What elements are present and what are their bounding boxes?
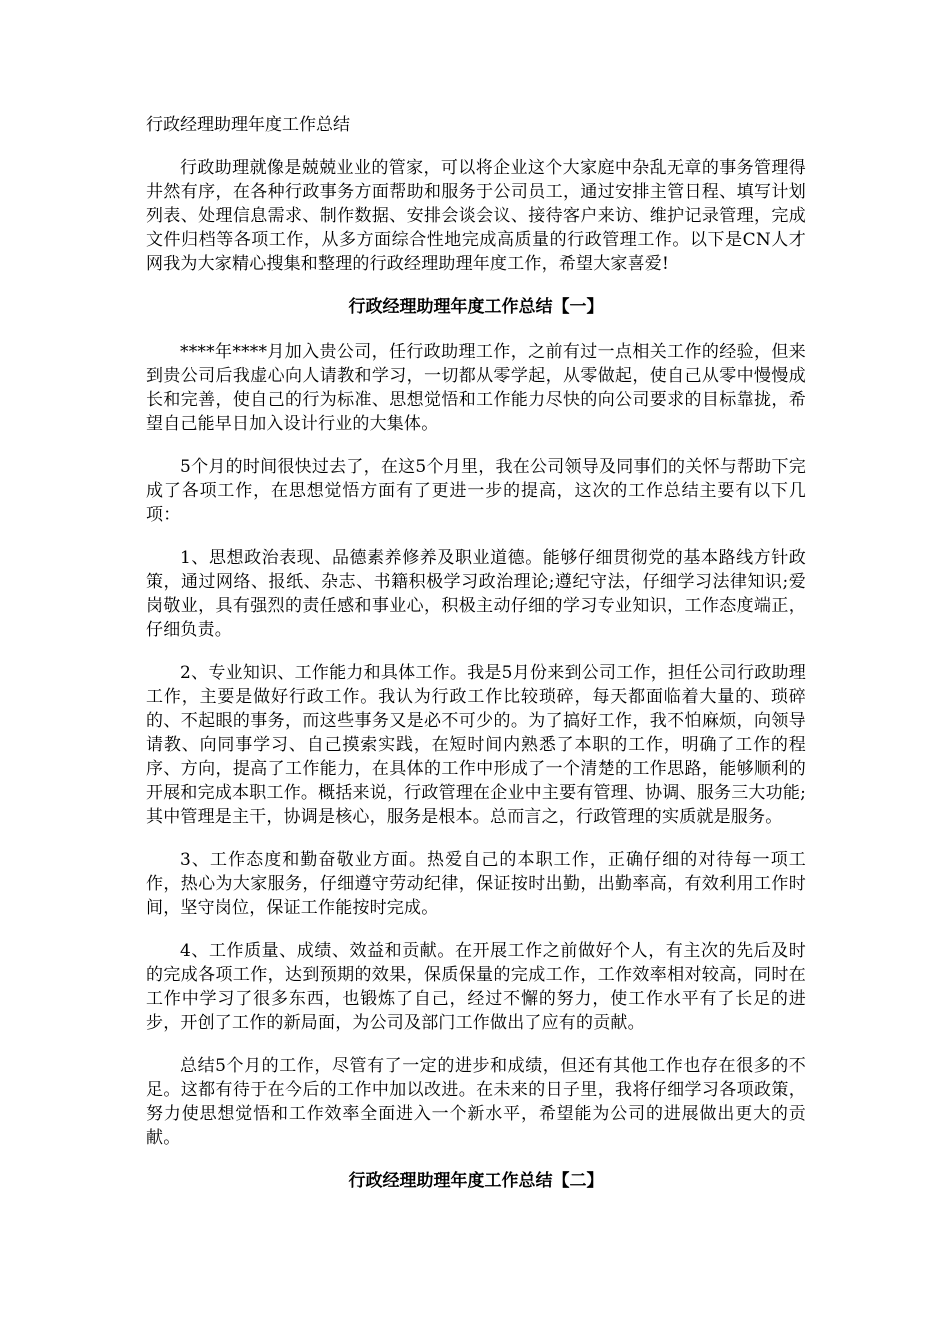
section1-paragraph: 4、工作质量、成绩、效益和贡献。在开展工作之前做好个人，有主次的先后及时的完成各项工作，达到预期的效果，保质保量的完成工作，工作效率相对较高，同时在工作中学习了很多东西，也锻炼了自己，经过不懈的努力，使工作水平有了长足的进步，开创了工作的新局面，为公司及部门工作做出了应有的贡献。	[146, 941, 806, 1033]
intro-paragraph: 行政助理就像是兢兢业业的管家，可以将企业这个大家庭中杂乱无章的事务管理得井然有序，在各种行政事务方面帮助和服务于公司员工，通过安排主管日程、填写计划列表、处理信息需求、制作数据、安排会谈会议、接待客户来访、维护记录管理，完成文件归档等各项工作，从多方面综合性地完成高质量的行政管理工作。以下是CN人才网我为大家精心搜集和整理的行政经理助理年度工作，希望大家喜爱!	[146, 158, 806, 274]
section1-paragraph: 5个月的时间很快过去了，在这5个月里，我在公司领导及同事们的关怀与帮助下完成了各项工作，在思想觉悟方面有了更进一步的提高，这次的工作总结主要有以下几项：	[146, 457, 806, 525]
section1-paragraph: 总结5个月的工作，尽管有了一定的进步和成绩，但还有其他工作也存在很多的不足。这都有待于在今后的工作中加以改进。在未来的日子里，我将仔细学习各项政策，努力使思想觉悟和工作效率全面进入一个新水平，希望能为公司的进展做出更大的贡献。	[146, 1056, 806, 1148]
document-body	[146, 113, 806, 1214]
section1-paragraph: 3、工作态度和勤奋敬业方面。热爱自己的本职工作，正确仔细的对待每一项工作，热心为大家服务，仔细遵守劳动纪律，保证按时出勤，出勤率高，有效利用工作时间，坚守岗位，保证工作能按时完成。	[146, 850, 806, 918]
section-heading-1: 行政经理助理年度工作总结【一】	[348, 297, 604, 317]
section1-paragraph: 2、专业知识、工作能力和具体工作。我是5月份来到公司工作，担任公司行政助理工作，主要是做好行政工作。我认为行政工作比较琐碎，每天都面临着大量的、琐碎的、不起眼的事务，而这些事务又是必不可少的。为了搞好工作，我不怕麻烦，向领导请教、向同事学习、自己摸索实践，在短时间内熟悉了本职的工作，明确了工作的程序、方向，提高了工作能力，在具体的工作中形成了一个清楚的工作思路，能够顺利的开展和完成本职工作。概括来说，行政管理在企业中主要有管理、协调、服务三大功能;其中管理是主干，协调是核心，服务是根本。总而言之，行政管理的实质就是服务。	[146, 663, 806, 827]
section1-paragraph: ****年****月加入贵公司，任行政助理工作，之前有过一点相关工作的经验，但来到贵公司后我虚心向人请教和学习，一切都从零学起，从零做起，使自己从零中慢慢成长和完善，使自己的行为标准、思想觉悟和工作能力尽快的向公司要求的目标靠拢，希望自己能早日加入设计行业的大集体。	[146, 342, 806, 434]
document-title: 行政经理助理年度工作总结	[146, 115, 350, 135]
section1-paragraph: 1、思想政治表现、品德素养修养及职业道德。能够仔细贯彻党的基本路线方针政策，通过网络、报纸、杂志、书籍积极学习政治理论;遵纪守法，仔细学习法律知识;爱岗敬业，具有强烈的责任感和事业心，积极主动仔细的学习专业知识，工作态度端正，仔细负责。	[146, 548, 806, 640]
section-heading-2: 行政经理助理年度工作总结【二】	[348, 1171, 604, 1191]
